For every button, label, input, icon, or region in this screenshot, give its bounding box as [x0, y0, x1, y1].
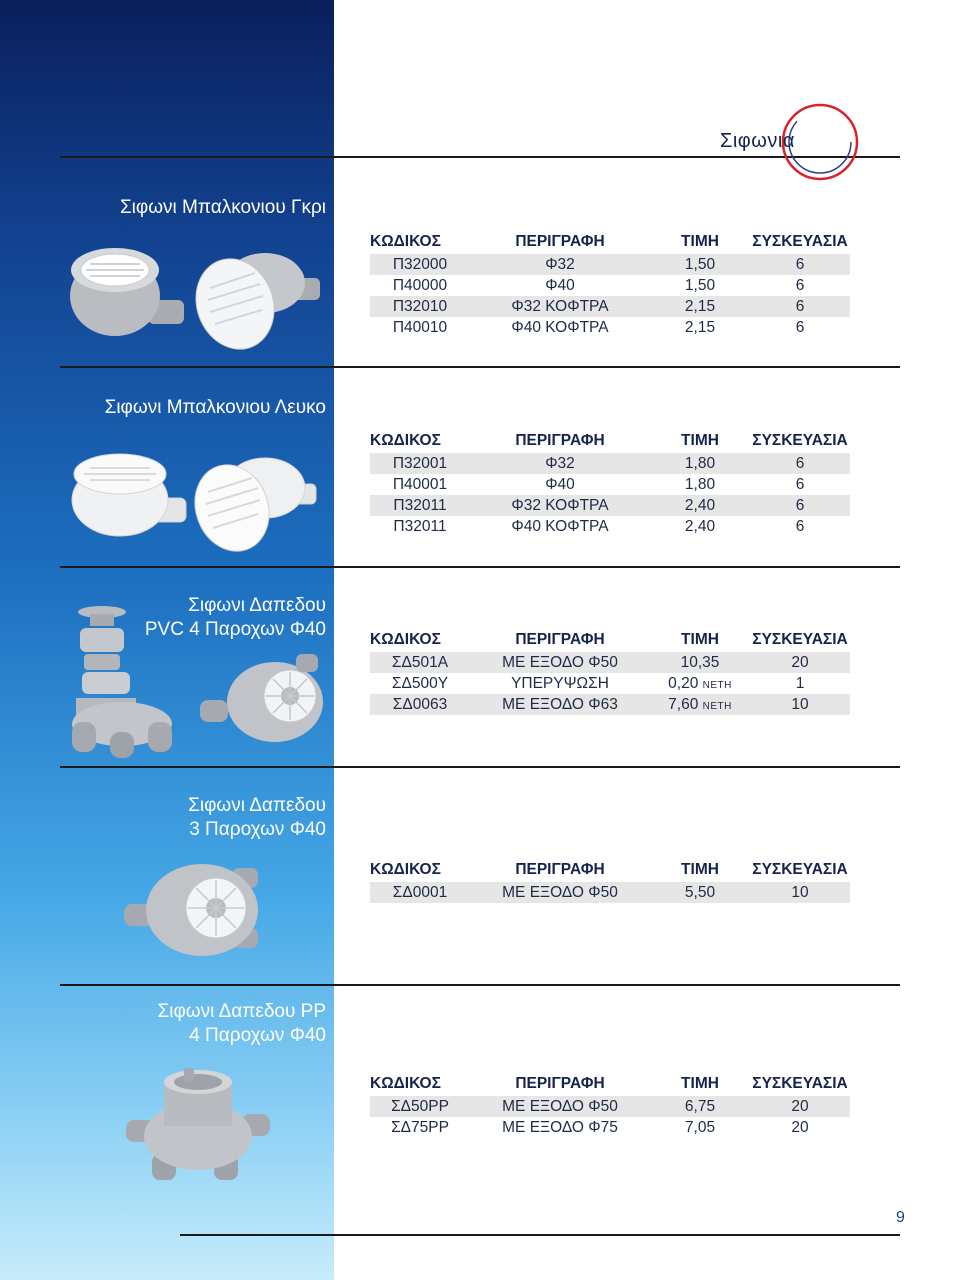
cell-price: 2,15 — [650, 296, 750, 317]
header-code: ΚΩΔΙΚΟΣ — [370, 861, 441, 878]
table-row — [370, 1117, 850, 1138]
cell-code: Π40000 — [392, 276, 448, 294]
cell-description: Φ40 — [545, 475, 575, 493]
section-title: Σιφωνι Δαπεδου 3 Παροχων Φ40 — [188, 795, 326, 840]
cell-package: 10 — [750, 882, 850, 903]
cell-description: Φ32 — [470, 254, 650, 275]
cell-description: ΜΕ ΕΞΟΔΟ Φ50 — [470, 652, 650, 673]
cell-code: ΣΔ0063 — [370, 694, 470, 715]
section-title: Σιφωνι Δαπεδου PP 4 Παροχων Φ40 — [157, 1001, 326, 1046]
cell-description: Φ40 — [545, 276, 575, 294]
cell-description: Φ32 ΚΟΦΤΡΑ — [470, 296, 650, 317]
product-table — [370, 858, 850, 903]
table-row — [370, 495, 850, 516]
header-package: ΣΥΣΚΕΥΑΣΙΑ — [752, 1075, 848, 1092]
cell-code: Π40001 — [392, 475, 448, 493]
cell-package: 6 — [750, 495, 850, 516]
cell-package: 10 — [750, 694, 850, 715]
cell-price: 5,50 — [650, 882, 750, 903]
section-title: Σιφωνι Δαπεδου PVC 4 Παροχων Φ40 — [144, 595, 326, 640]
cell-code: ΣΔ500Υ — [391, 674, 449, 692]
header-description: ΠΕΡΙΓΡΑΦΗ — [515, 631, 605, 648]
cell-price: 1,50 — [684, 276, 716, 294]
cell-description: Φ32 ΚΟΦΤΡΑ — [470, 495, 650, 516]
cell-price: 1,80 — [684, 475, 716, 493]
page-number: 9 — [896, 1209, 905, 1226]
header-code: ΚΩΔΙΚΟΣ — [370, 631, 441, 648]
header-price: ΤΙΜΗ — [681, 861, 719, 878]
page-title: Σιφωνια — [720, 130, 795, 152]
section-divider — [60, 766, 900, 768]
cell-price: 2,40 — [684, 517, 716, 535]
header-package: ΣΥΣΚΕΥΑΣΙΑ — [752, 233, 848, 250]
section-divider — [60, 366, 900, 368]
table-row — [370, 694, 850, 715]
table-row — [370, 296, 850, 317]
cell-package: 6 — [795, 318, 805, 336]
section-divider — [60, 984, 900, 986]
cell-description: ΜΕ ΕΞΟΔΟ Φ50 — [470, 882, 650, 903]
table-row — [370, 254, 850, 275]
header-price: ΤΙΜΗ — [681, 1075, 719, 1092]
section-title: Σιφωνι Μπαλκονιου Λευκο — [104, 397, 326, 418]
table-row — [370, 453, 850, 474]
cell-price: 10,35 — [650, 652, 750, 673]
floor-drain-3-outlet-image — [120, 850, 270, 970]
cell-code: Π32001 — [370, 453, 470, 474]
net-price-note: NETH — [702, 700, 732, 712]
cell-code: Π40010 — [392, 318, 448, 336]
cell-package: 6 — [795, 475, 805, 493]
balcony-drain-grey-image — [60, 238, 330, 358]
table-row — [370, 275, 850, 296]
cell-price: 1,50 — [650, 254, 750, 275]
cell-price: 1,80 — [650, 453, 750, 474]
header-price: ΤΙΜΗ — [681, 631, 719, 648]
balcony-drain-white-image — [60, 440, 330, 558]
cell-description: Φ32 — [470, 453, 650, 474]
cell-package: 20 — [791, 1118, 809, 1136]
cell-code: ΣΔ50PP — [370, 1096, 470, 1117]
table-row — [370, 1096, 850, 1117]
header-code: ΚΩΔΙΚΟΣ — [370, 432, 441, 449]
top-rule — [60, 156, 900, 158]
cell-code: Π32011 — [393, 517, 447, 535]
net-price-note: NETH — [702, 679, 732, 691]
cell-price: 2,40 — [650, 495, 750, 516]
cell-package: 20 — [750, 652, 850, 673]
cell-description: ΜΕ ΕΞΟΔΟ Φ63 — [470, 694, 650, 715]
cell-price: 7,60 NETH — [650, 694, 750, 715]
header-package: ΣΥΣΚΕΥΑΣΙΑ — [752, 631, 848, 648]
table-row — [370, 516, 850, 537]
bottom-rule — [180, 1234, 900, 1236]
table-row — [370, 652, 850, 673]
cell-description: ΜΕ ΕΞΟΔΟ Φ50 — [470, 1096, 650, 1117]
header-price: ΤΙΜΗ — [681, 233, 719, 250]
cell-package: 6 — [795, 517, 805, 535]
cell-code: Π32011 — [370, 495, 470, 516]
cell-description: Φ40 ΚΟΦΤΡΑ — [511, 517, 609, 535]
product-table — [370, 628, 850, 715]
cell-price: 7,05 — [684, 1118, 716, 1136]
header-package: ΣΥΣΚΕΥΑΣΙΑ — [752, 432, 848, 449]
cell-package: 1 — [795, 674, 805, 692]
table-row — [370, 673, 850, 694]
cell-description: ΜΕ ΕΞΟΔΟ Φ75 — [502, 1118, 618, 1136]
floor-drain-pvc-image — [70, 604, 332, 762]
header-description: ΠΕΡΙΓΡΑΦΗ — [515, 861, 605, 878]
product-table — [370, 1072, 850, 1138]
floor-drain-pp-image — [124, 1064, 274, 1184]
cell-package: 6 — [750, 254, 850, 275]
header-description: ΠΕΡΙΓΡΑΦΗ — [515, 432, 605, 449]
header-code: ΚΩΔΙΚΟΣ — [370, 233, 441, 250]
table-row — [370, 317, 850, 338]
header-price: ΤΙΜΗ — [681, 432, 719, 449]
product-table — [370, 429, 850, 537]
cell-code: ΣΔ0001 — [370, 882, 470, 903]
header-code: ΚΩΔΙΚΟΣ — [370, 1075, 441, 1092]
header-package: ΣΥΣΚΕΥΑΣΙΑ — [752, 861, 848, 878]
cell-description: ΥΠΕΡΥΨΩΣΗ — [511, 674, 609, 692]
cell-code: Π32010 — [370, 296, 470, 317]
header-description: ΠΕΡΙΓΡΑΦΗ — [515, 1075, 605, 1092]
cell-package: 20 — [750, 1096, 850, 1117]
cell-price: 0,20 NETH — [668, 674, 732, 692]
cell-code: ΣΔ501Α — [370, 652, 470, 673]
product-table — [370, 230, 850, 338]
cell-price: 6,75 — [650, 1096, 750, 1117]
cell-price: 2,15 — [684, 318, 716, 336]
section-title: Σιφωνι Μπαλκονιου Γκρι — [119, 197, 326, 218]
cell-package: 6 — [750, 453, 850, 474]
table-row — [370, 474, 850, 495]
cell-code: Π32000 — [370, 254, 470, 275]
header-description: ΠΕΡΙΓΡΑΦΗ — [515, 233, 605, 250]
table-row — [370, 882, 850, 903]
section-divider — [60, 566, 900, 568]
cell-code: ΣΔ75PP — [391, 1118, 449, 1136]
cell-package: 6 — [795, 276, 805, 294]
cell-description: Φ40 ΚΟΦΤΡΑ — [511, 318, 609, 336]
cell-package: 6 — [750, 296, 850, 317]
